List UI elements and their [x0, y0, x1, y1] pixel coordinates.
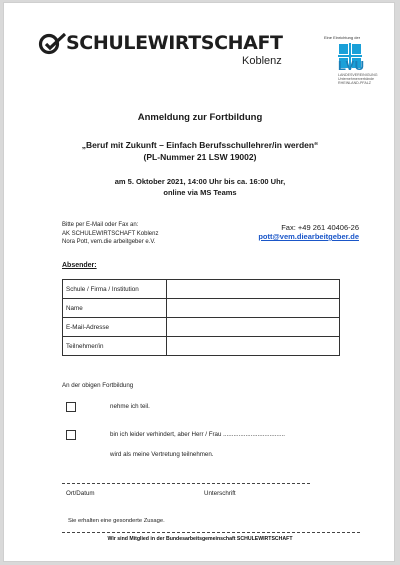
field-input[interactable]	[167, 318, 340, 337]
logo-subtitle: Koblenz	[242, 55, 282, 67]
document-title: Anmeldung zur Fortbildung	[137, 112, 263, 123]
fax-number: Fax: +49 261 40406-26	[281, 223, 359, 232]
place-date-label: Ort/Datum	[66, 490, 95, 497]
substitute-checkbox[interactable]	[66, 430, 76, 440]
event-location: online via MS Teams	[163, 188, 237, 197]
partner-caption-1: LANDESVEREINIGUNG	[338, 73, 378, 77]
contact-block	[62, 221, 158, 247]
attend-option-label: nehme ich teil.	[110, 403, 150, 410]
attend-checkbox[interactable]	[66, 402, 76, 412]
logo-title: SCHULEWIRTSCHAFT	[66, 32, 283, 54]
field-input[interactable]	[167, 280, 340, 299]
attendance-intro: An der obigen Fortbildung	[62, 382, 134, 389]
table-row	[63, 318, 340, 337]
footer-text: Wir sind Mitglied in der Bundesarbeitsgemeinschaft SCHULEWIRTSCHAFT	[107, 536, 293, 542]
table-row	[63, 337, 340, 356]
partner-caption-3: RHEINLAND-PFALZ	[338, 81, 371, 85]
field-input[interactable]	[167, 299, 340, 318]
field-label: Teilnehmer/in	[63, 337, 167, 356]
field-label: Name	[63, 299, 167, 318]
substitute-option-continuation: wird als meine Vertretung teilnehmen.	[110, 451, 214, 458]
partner-name: LVU	[338, 58, 365, 73]
signature-line	[62, 483, 310, 484]
field-label: Schule / Firma / Institution	[63, 280, 167, 299]
confirmation-note: Sie erhalten eine gesonderte Zusage.	[68, 518, 165, 524]
field-label: E-Mail-Adresse	[63, 318, 167, 337]
table-row	[63, 280, 340, 299]
event-date-line: am 5. Oktober 2021, 14:00 Uhr bis ca. 16:00 Uhr,	[114, 177, 286, 186]
event-date	[4, 176, 396, 198]
partner-small-text: Eine Einrichtung der	[324, 35, 361, 40]
table-row	[63, 299, 340, 318]
course-info	[4, 139, 396, 163]
sender-table	[62, 279, 340, 356]
signature-label: Unterschrift	[204, 490, 236, 497]
course-number: (PL-Nummer 21 LSW 19002)	[143, 152, 257, 162]
contact-org: AK SCHULEWIRTSCHAFT Koblenz	[62, 230, 159, 237]
document-page	[3, 2, 395, 562]
contact-instruction: Bitte per E-Mail oder Fax an:	[62, 222, 139, 228]
checkmark-logo-icon	[38, 33, 66, 55]
absender-label: Absender:	[62, 262, 97, 269]
footer-divider	[62, 532, 360, 533]
field-input[interactable]	[167, 337, 340, 356]
course-name: „Beruf mit Zukunft – Einfach Berufsschullehrer/in werden“	[81, 140, 319, 150]
partner-caption-2: Unternehmerverbände	[338, 77, 374, 81]
substitute-option-label: bin ich leider verhindert, aber Herr / Frau ....................................	[110, 431, 286, 438]
email-link[interactable]: pott@vem.diearbeitgeber.de	[258, 232, 359, 241]
contact-person: Nora Pott, vem.die arbeitgeber e.V.	[62, 239, 156, 245]
